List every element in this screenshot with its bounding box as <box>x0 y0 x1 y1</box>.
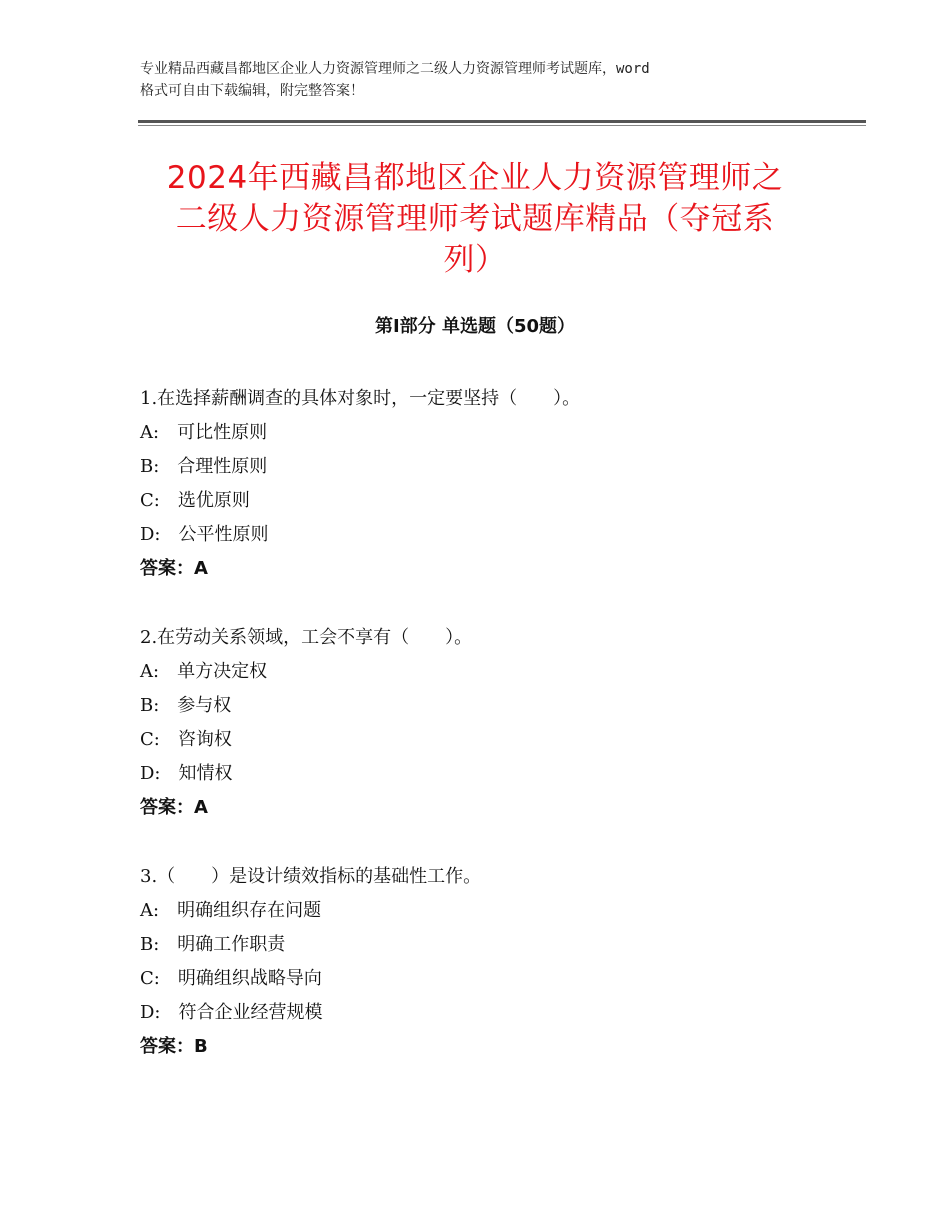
header-divider-thick <box>138 120 866 123</box>
document-title-line-1: 2024年西藏昌都地区企业人力资源管理师之 <box>166 160 784 196</box>
header-divider-thin <box>138 125 866 126</box>
section-heading: 第Ⅰ部分 单选题（50题） <box>374 316 575 337</box>
option-b: B: 明确工作职责 <box>140 934 286 955</box>
option-c: C: 咨询权 <box>140 729 232 750</box>
question-list <box>140 382 840 1099</box>
option-c: C: 选优原则 <box>140 490 250 511</box>
option-c: C: 明确组织战略导向 <box>140 968 322 989</box>
answer: 答案：B <box>140 1036 208 1057</box>
question-2 <box>140 621 840 825</box>
header-note-line-2: 格式可自由下载编辑，附完整答案！ <box>140 83 364 99</box>
answer: 答案：A <box>140 558 208 579</box>
option-d: D: 符合企业经营规模 <box>140 1002 323 1023</box>
question-stem: 2.在劳动关系领域，工会不享有（ ）。 <box>140 627 473 648</box>
option-a: A: 可比性原则 <box>140 422 268 443</box>
option-b: B: 合理性原则 <box>140 456 268 477</box>
question-stem: 3.（ ）是设计绩效指标的基础性工作。 <box>140 866 482 887</box>
document-title <box>130 158 820 281</box>
document-title-line-3: 列） <box>443 242 507 278</box>
question-1 <box>140 382 840 586</box>
header-note-line-1: 专业精品西藏昌都地区企业人力资源管理师之二级人力资源管理师考试题库，word <box>140 61 650 77</box>
option-d: D: 知情权 <box>140 763 233 784</box>
question-3 <box>140 860 840 1064</box>
header-note <box>140 58 830 102</box>
answer: 答案：A <box>140 797 208 818</box>
option-a: A: 单方决定权 <box>140 661 268 682</box>
question-stem: 1.在选择薪酬调查的具体对象时，一定要坚持（ ）。 <box>140 388 581 409</box>
option-d: D: 公平性原则 <box>140 524 269 545</box>
option-b: B: 参与权 <box>140 695 232 716</box>
option-a: A: 明确组织存在问题 <box>140 900 322 921</box>
document-title-line-2: 二级人力资源管理师考试题库精品（夺冠系 <box>175 201 775 237</box>
